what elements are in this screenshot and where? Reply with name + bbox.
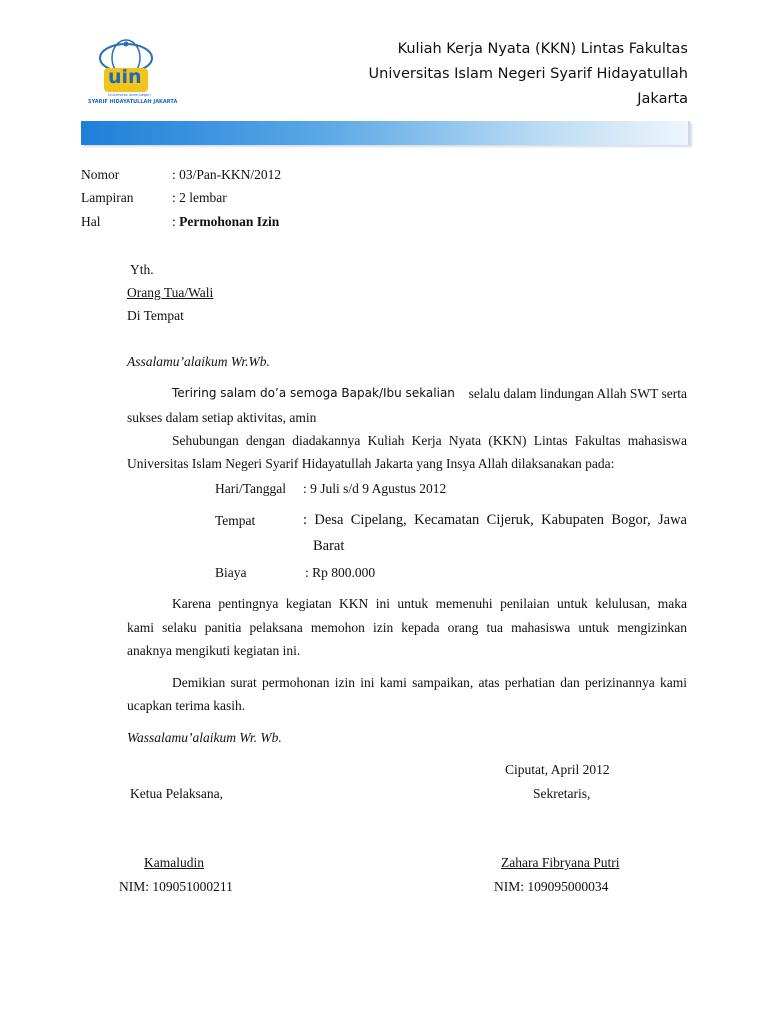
tempat-label: Tempat (215, 513, 256, 528)
recipient-name: Orang Tua/Wali (127, 285, 214, 300)
p2-line1: Sehubungan dengan diadakannya Kuliah Kerja Nyata (KKN) Lintas Fakultas mahasiswa (172, 433, 687, 448)
p1-line2: sukses dalam setiap aktivitas, amin (127, 410, 317, 425)
hari-label: Hari/Tanggal (215, 481, 287, 496)
lampiran-value: : 2 lembar (172, 190, 227, 205)
recipient-place: Di Tempat (127, 308, 184, 323)
logo-wordmark: uin (108, 66, 142, 88)
right-nim: NIM: 109095000034 (494, 879, 609, 894)
uin-logo (82, 38, 178, 110)
p3-line3: anaknya mengikuti kegiatan ini. (127, 643, 301, 658)
nomor-label: Nomor (81, 167, 120, 182)
p1-line1 (172, 386, 687, 402)
p1-line1-start: Teriring salam do’a semoga Bapak/Ibu sekalian (172, 386, 455, 400)
left-name: Kamaludin (144, 855, 204, 870)
greeting: Assalamu’alaikum Wr.Wb. (127, 354, 270, 369)
logo-subtext-1: Universitas Islam Negeri (108, 93, 151, 97)
tempat-value-1: : Desa Cipelang, Kecamatan Cijeruk, Kabupaten Bogor, Jawa (303, 512, 687, 528)
lampiran-label: Lampiran (81, 190, 134, 205)
biaya-value: : Rp 800.000 (305, 565, 376, 580)
tempat-value-2: Barat (313, 538, 345, 554)
letterhead-line-1: Kuliah Kerja Nyata (KKN) Lintas Fakultas (397, 41, 688, 57)
p1-line1-end: selalu dalam lindungan Allah SWT serta (468, 386, 687, 401)
letterhead-band (81, 121, 690, 145)
p4-line1: Demikian surat permohonan izin ini kami sampaikan, atas perhatian dan perizinannya kami (172, 675, 687, 690)
letterhead-line-3: Jakarta (637, 91, 688, 107)
right-name: Zahara Fibryana Putri (501, 855, 620, 870)
place-date: Ciputat, April 2012 (505, 762, 610, 777)
p2-line2: Universitas Islam Negeri Syarif Hidayatullah Jakarta yang Insya Allah dilaksanakan pada: (127, 456, 615, 471)
right-role: Sekretaris, (533, 786, 591, 801)
p3-line2: kami selaku panitia pelaksana memohon izin kepada orang tua mahasiswa untuk mengizinkan (127, 620, 687, 635)
p3-line1: Karena pentingnya kegiatan KKN ini untuk memenuhi penilaian untuk kelulusan, maka (172, 596, 687, 611)
recipient-yth: Yth. (130, 262, 154, 277)
logo-subtext-2: SYARIF HIDAYATULLAH JAKARTA (88, 99, 178, 105)
closing: Wassalamu’alaikum Wr. Wb. (127, 730, 282, 745)
hal-label: Hal (81, 214, 101, 229)
biaya-label: Biaya (215, 565, 247, 580)
left-nim: NIM: 109051000211 (119, 879, 233, 894)
letterhead-line-2: Universitas Islam Negeri Syarif Hidayatullah (368, 66, 688, 82)
p4-line2: ucapkan terima kasih. (127, 698, 246, 713)
hal-value (172, 214, 279, 230)
hari-value: : 9 Juli s/d 9 Agustus 2012 (303, 481, 447, 496)
hal-subject: Permohonan Izin (179, 214, 280, 229)
left-role: Ketua Pelaksana, (130, 786, 223, 801)
hal-colon: : (172, 214, 180, 229)
nomor-value: : 03/Pan-KKN/2012 (172, 167, 282, 182)
